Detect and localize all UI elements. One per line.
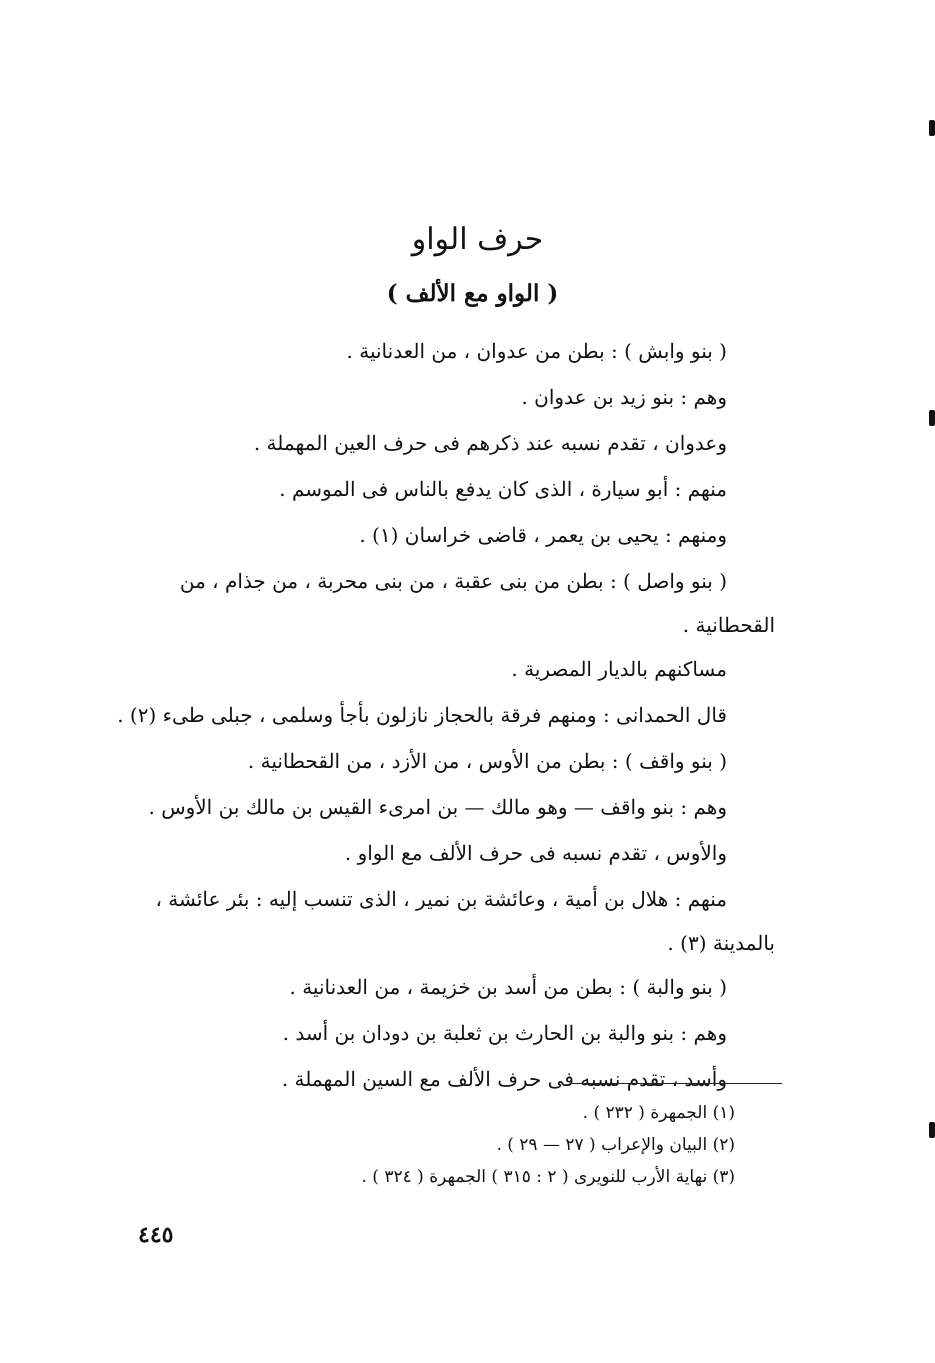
text-line: منهم : هلال بن أمية ، وعائشة بن نمير ، الذى تنسب إليه : بئر عائشة ، [155,887,727,911]
text-line: ( بنو وابش ) : بطن من عدوان ، من العدنانية . [346,339,727,363]
page-edge-mark [929,1122,935,1138]
footnote: (٣) نهاية الأرب للنويرى ( ٢ : ٣١٥ ) الجمهرة ( ٣٢٤ ) . [361,1167,735,1187]
section-heading: حرف الواو [411,222,544,257]
text-line: قال الحمدانى : ومنهم فرقة بالحجاز نازلون بأجأ وسلمى ، جبلى طىء (٢) . [117,703,727,727]
footnotes [175,1097,735,1193]
text-line: وهم : بنو واقف — وهو مالك — بن امرىء القيس بن مالك بن الأوس . [148,795,727,819]
section-subheading: ( الواو مع الألف ) [386,280,559,307]
text-line: وهم : بنو والبة بن الحارث بن ثعلبة بن دودان بن أسد . [282,1021,727,1045]
text-line: وهم : بنو زيد بن عدوان . [521,385,727,409]
text-line: منهم : أبو سيارة ، الذى كان يدفع بالناس فى الموسم . [279,477,727,501]
page-edge-mark [929,120,935,136]
footnote-divider [572,1083,782,1084]
text-line: وعدوان ، تقدم نسبه عند ذكرهم فى حرف العين المهملة . [253,431,727,455]
body-text [117,328,775,1102]
text-line: ( بنو واصل ) : بطن من بنى عقبة ، من بنى محربة ، من جذام ، من [179,569,727,593]
text-line: ( بنو والبة ) : بطن من أسد بن خزيمة ، من العدنانية . [289,975,727,999]
text-line: مساكنهم بالديار المصرية . [511,657,727,681]
text-line: القحطانية . [682,613,775,637]
footnote: (١) الجمهرة ( ٢٣٢ ) . [582,1103,735,1123]
page-edge-mark [929,410,935,426]
footnote: (٢) البيان والإعراب ( ٢٧ — ٢٩ ) . [496,1135,735,1155]
text-line: والأوس ، تقدم نسبه فى حرف الألف مع الواو . [344,841,727,865]
text-line: ( بنو واقف ) : بطن من الأوس ، من الأزد ، من القحطانية . [247,749,727,773]
text-line: ومنهم : يحيى بن يعمر ، قاضى خراسان (١) . [359,523,727,547]
text-line: وأسد ، تقدم نسبه فى حرف الألف مع السين المهملة . [281,1067,727,1091]
page-number: ٤٤٥ [138,1222,174,1248]
text-line: بالمدينة (٣) . [667,931,775,955]
